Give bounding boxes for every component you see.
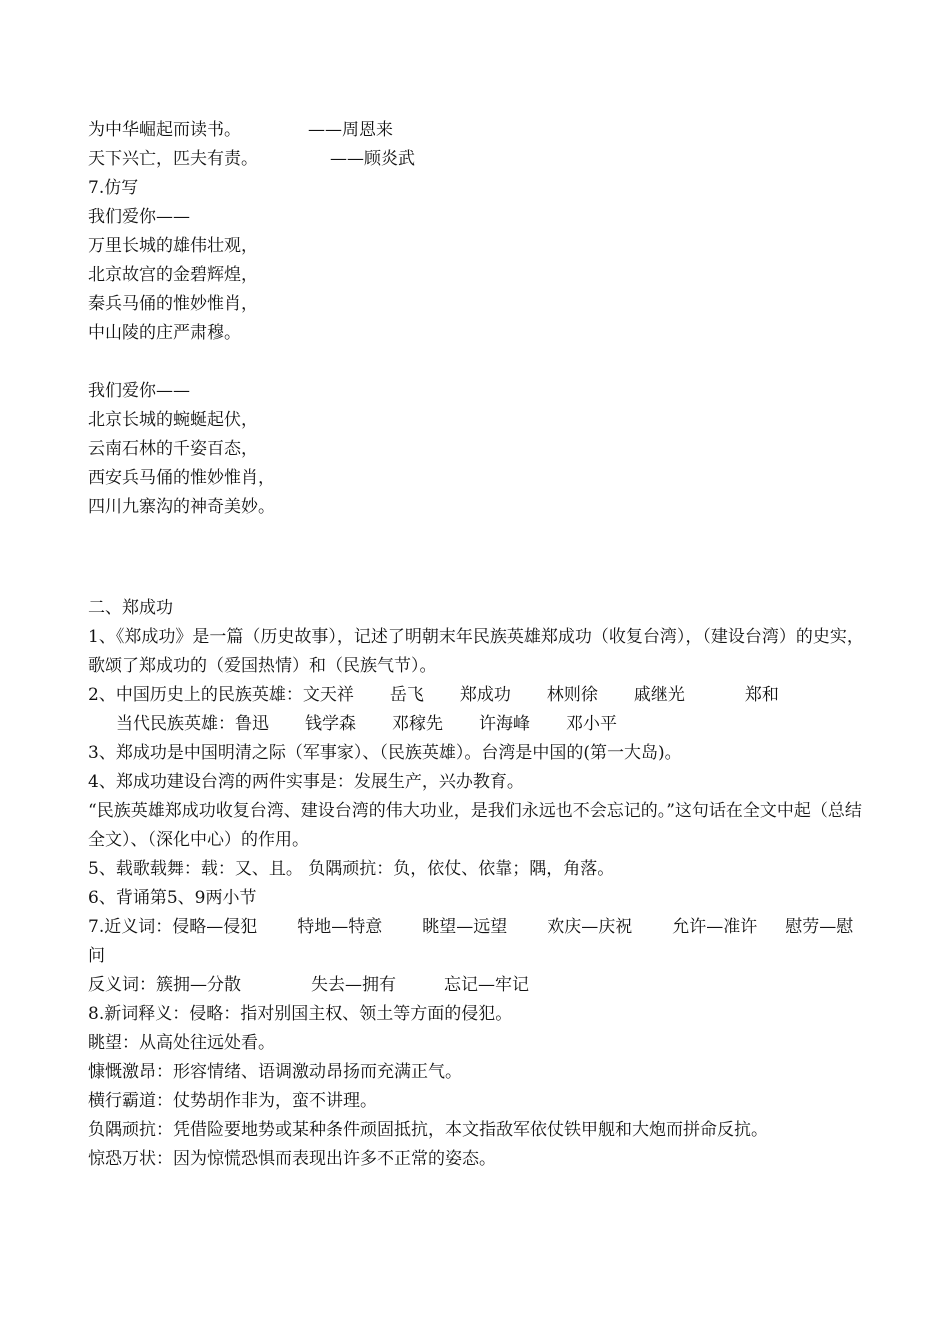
quote-text: 为中华崛起而读书。 xyxy=(88,120,241,140)
quote-author: ——顾炎武 xyxy=(330,149,415,169)
definition-meaning: 因为惊慌恐惧而表现出许多不正常的姿态。 xyxy=(173,1149,496,1169)
hero: 郑和 xyxy=(744,685,779,705)
modern-label: 当代民族英雄： xyxy=(116,714,235,734)
poem-line: 北京长城的蜿蜒起伏， xyxy=(88,410,258,430)
item-8-label: 8.新词释义： xyxy=(88,1004,190,1024)
item-2 xyxy=(88,681,868,710)
definition-meaning: 从高处往远处看。 xyxy=(139,1033,275,1053)
poem-line: 云南石林的千姿百态， xyxy=(88,439,258,459)
spacer xyxy=(88,522,868,580)
poem-line: 中山陵的庄严肃穆。 xyxy=(88,323,241,343)
antonym-pair: 簇拥—分散 xyxy=(156,975,241,995)
spacer xyxy=(88,580,868,594)
quote-line xyxy=(88,145,868,174)
definition-row: 横行霸道：仗势胡作非为，蛮不讲理。 xyxy=(88,1091,377,1111)
antonym-pair: 忘记—牢记 xyxy=(444,975,529,995)
poem-line: 秦兵马俑的惟妙惟肖， xyxy=(88,294,258,314)
definition-term: 慷慨激昂 xyxy=(88,1062,156,1082)
imitation-heading: 7.仿写 xyxy=(88,178,139,198)
definition-term: 横行霸道 xyxy=(88,1091,156,1111)
poem-line: 万里长城的雄伟壮观， xyxy=(88,236,258,256)
item-7-antonyms xyxy=(88,971,868,1000)
poem-line: 西安兵马俑的惟妙惟肖， xyxy=(88,468,275,488)
synonym-pair: 慰劳—慰问 xyxy=(88,917,854,966)
item-7-synonyms xyxy=(88,913,868,971)
section-title: 二、郑成功 xyxy=(88,598,173,618)
item-3: 3、郑成功是中国明清之际（军事家）、（民族英雄）。台湾是中国的(第一大岛)。 xyxy=(88,743,682,763)
item-6: 6、背诵第5、9两小节 xyxy=(88,888,257,908)
hero: 邓小平 xyxy=(566,714,617,734)
antonyms-label: 反义词： xyxy=(88,975,156,995)
definition-term: 负隅顽抗 xyxy=(88,1120,156,1140)
spacer xyxy=(88,348,868,377)
hero: 许海峰 xyxy=(479,714,530,734)
poem-opening: 我们爱你—— xyxy=(88,381,190,401)
document-page xyxy=(88,116,868,1174)
poem-opening: 我们爱你—— xyxy=(88,207,190,227)
poem-line: 四川九寨沟的神奇美妙。 xyxy=(88,497,275,517)
definition-meaning: 仗势胡作非为，蛮不讲理。 xyxy=(173,1091,377,1111)
item-2-modern xyxy=(88,710,868,739)
definition-row: 惊恐万状：因为惊慌恐惧而表现出许多不正常的姿态。 xyxy=(88,1149,496,1169)
antonym-pair: 失去—拥有 xyxy=(311,975,396,995)
synonym-pair: 欢庆—庆祝 xyxy=(547,917,633,937)
definition-meaning: 形容情绪、语调激动昂扬而充满正气。 xyxy=(173,1062,462,1082)
synonym-pair: 眺望—远望 xyxy=(422,917,508,937)
definition-term: 惊恐万状 xyxy=(88,1149,156,1169)
quote-author: ——周恩来 xyxy=(308,120,393,140)
synonym-pair: 侵略—侵犯 xyxy=(172,917,258,937)
hero: 戚继光 xyxy=(633,685,685,705)
definition-term: 侵略 xyxy=(189,1004,224,1024)
quote-line xyxy=(88,116,868,145)
definition-row: 负隅顽抗：凭借险要地势或某种条件顽固抵抗，本文指敌军依仗铁甲舰和大炮而拼命反抗。 xyxy=(88,1120,768,1140)
hero: 邓稼先 xyxy=(392,714,443,734)
hero: 林则徐 xyxy=(546,685,598,705)
synonym-pair: 特地—特意 xyxy=(297,917,383,937)
hero: 钱学森 xyxy=(305,714,356,734)
synonyms-label: 7.近义词： xyxy=(88,917,173,937)
hero: 岳飞 xyxy=(389,685,424,705)
quote-explanation: “民族英雄郑成功收复台湾、建设台湾的伟大功业，是我们永远也不会忘记的。”这句话在全文中起（总结全文）、（深化中心）的作用。 xyxy=(88,801,862,850)
synonym-pair: 允许—准许 xyxy=(672,917,758,937)
definition-meaning: 凭借险要地势或某种条件顽固抵抗，本文指敌军依仗铁甲舰和大炮而拼命反抗。 xyxy=(173,1120,768,1140)
item-2-label: 2、中国历史上的民族英雄： xyxy=(88,685,303,705)
quote-text: 天下兴亡，匹夫有责。 xyxy=(88,149,258,169)
definition-row: 8.新词释义：侵略：指对别国主权、领土等方面的侵犯。 xyxy=(88,1004,513,1024)
hero: 鲁迅 xyxy=(235,714,269,734)
definition-row: 慷慨激昂：形容情绪、语调激动昂扬而充满正气。 xyxy=(88,1062,462,1082)
definition-row: 眺望：从高处往远处看。 xyxy=(88,1033,275,1053)
hero: 郑成功 xyxy=(459,685,511,705)
definition-meaning: 指对别国主权、领土等方面的侵犯。 xyxy=(240,1004,513,1024)
definition-term: 眺望 xyxy=(88,1033,122,1053)
item-4: 4、郑成功建设台湾的两件实事是：发展生产，兴办教育。 xyxy=(88,772,524,792)
hero: 文天祥 xyxy=(302,685,354,705)
poem-line: 北京故宫的金碧辉煌， xyxy=(88,265,258,285)
item-5: 5、载歌载舞：载：又、且。 负隅顽抗：负，依仗、依靠；隅，角落。 xyxy=(88,859,615,879)
item-1: 1、《郑成功》是一篇（历史故事），记述了明朝末年民族英雄郑成功（收复台湾），（建设台湾）的史实，歌颂了郑成功的（爱国热情）和（民族气节）。 xyxy=(88,627,864,676)
